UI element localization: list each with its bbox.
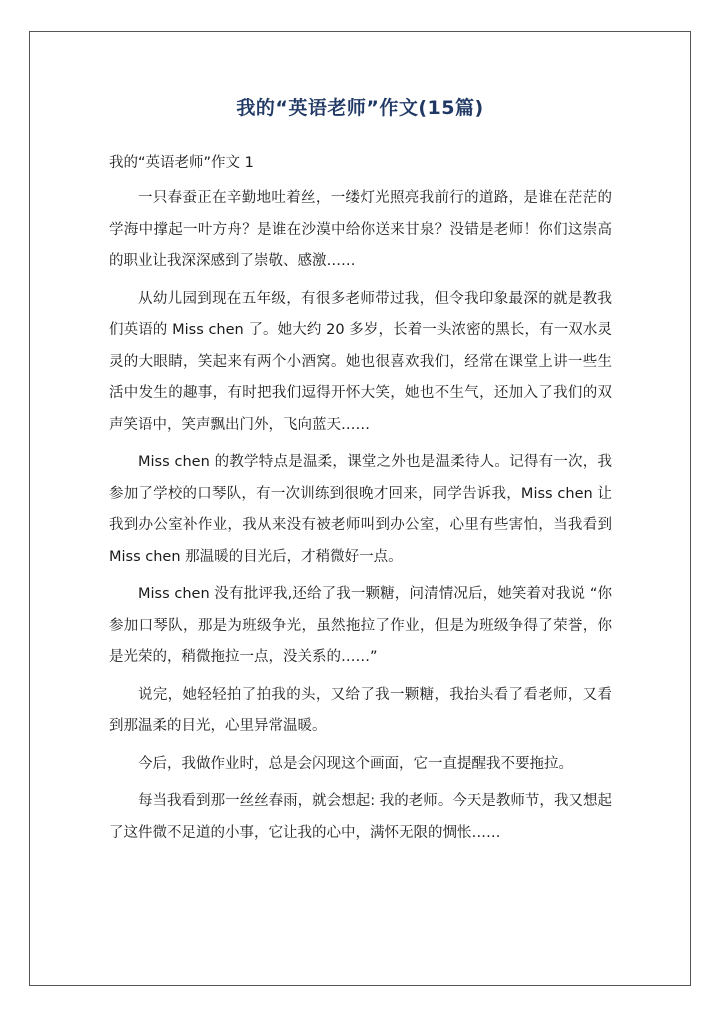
paragraph-6: 今后，我做作业时，总是会闪现这个画面，它一直提醒我不要拖拉。 [138, 755, 573, 772]
paragraph-1: 一只春蚕正在辛勤地吐着丝，一缕灯光照亮我前行的道路，是谁在茫茫的学海中撑起一叶方舟？是谁在沙漠中给你送来甘泉？没错是老师！你们这崇高的职业让我深深感到了崇敬、感激…… [109, 190, 612, 269]
paragraph-3: Miss chen 的教学特点是温柔，课堂之外也是温柔待人。记得有一次，我参加了学校的口琴队，有一次训练到很晚才回来，同学告诉我，Miss chen 让我到办公室补作业，我从来没有被老师叫到办公室，心里有些害怕，当我看到 Miss chen 那温暖的目光后，才稍微好一点。 [109, 454, 612, 565]
paragraph-2: 从幼儿园到现在五年级，有很多老师带过我，但令我印象最深的就是教我们英语的 Miss chen 了。她大约 20 多岁，长着一头浓密的黑长，有一双水灵灵的大眼睛，笑起来有两个小酒窝。她也很喜欢我们，经常在课堂上讲一些生活中发生的趣事，有时把我们逗得开怀大笑，她也不生气，还加入了我们的双声笑语中，笑声飘出门外，飞向蓝天…… [109, 290, 612, 433]
paragraph-7: 每当我看到那一丝丝春雨，就会想起: 我的老师。今天是教师节，我又想起了这件微不足道的小事，它让我的心中，满怀无限的惆怅…… [109, 793, 612, 841]
document-body [109, 153, 612, 855]
paragraph-5: 说完，她轻轻拍了拍我的头，又给了我一颗糖，我抬头看了看老师，又看到那温柔的目光，心里异常温暖。 [109, 686, 612, 734]
paragraph-4: Miss chen 没有批评我,还给了我一颗糖，问清情况后，她笑着对我说 “你参加口琴队，那是为班级争光，虽然拖拉了作业，但是为班级争得了荣誉，你是光荣的，稍微拖拉一点，没关系的……” [109, 586, 612, 665]
essay-heading: 我的“英语老师”作文 1 [109, 155, 254, 171]
document-title: 我的“英语老师”作文(15篇) [236, 97, 484, 119]
